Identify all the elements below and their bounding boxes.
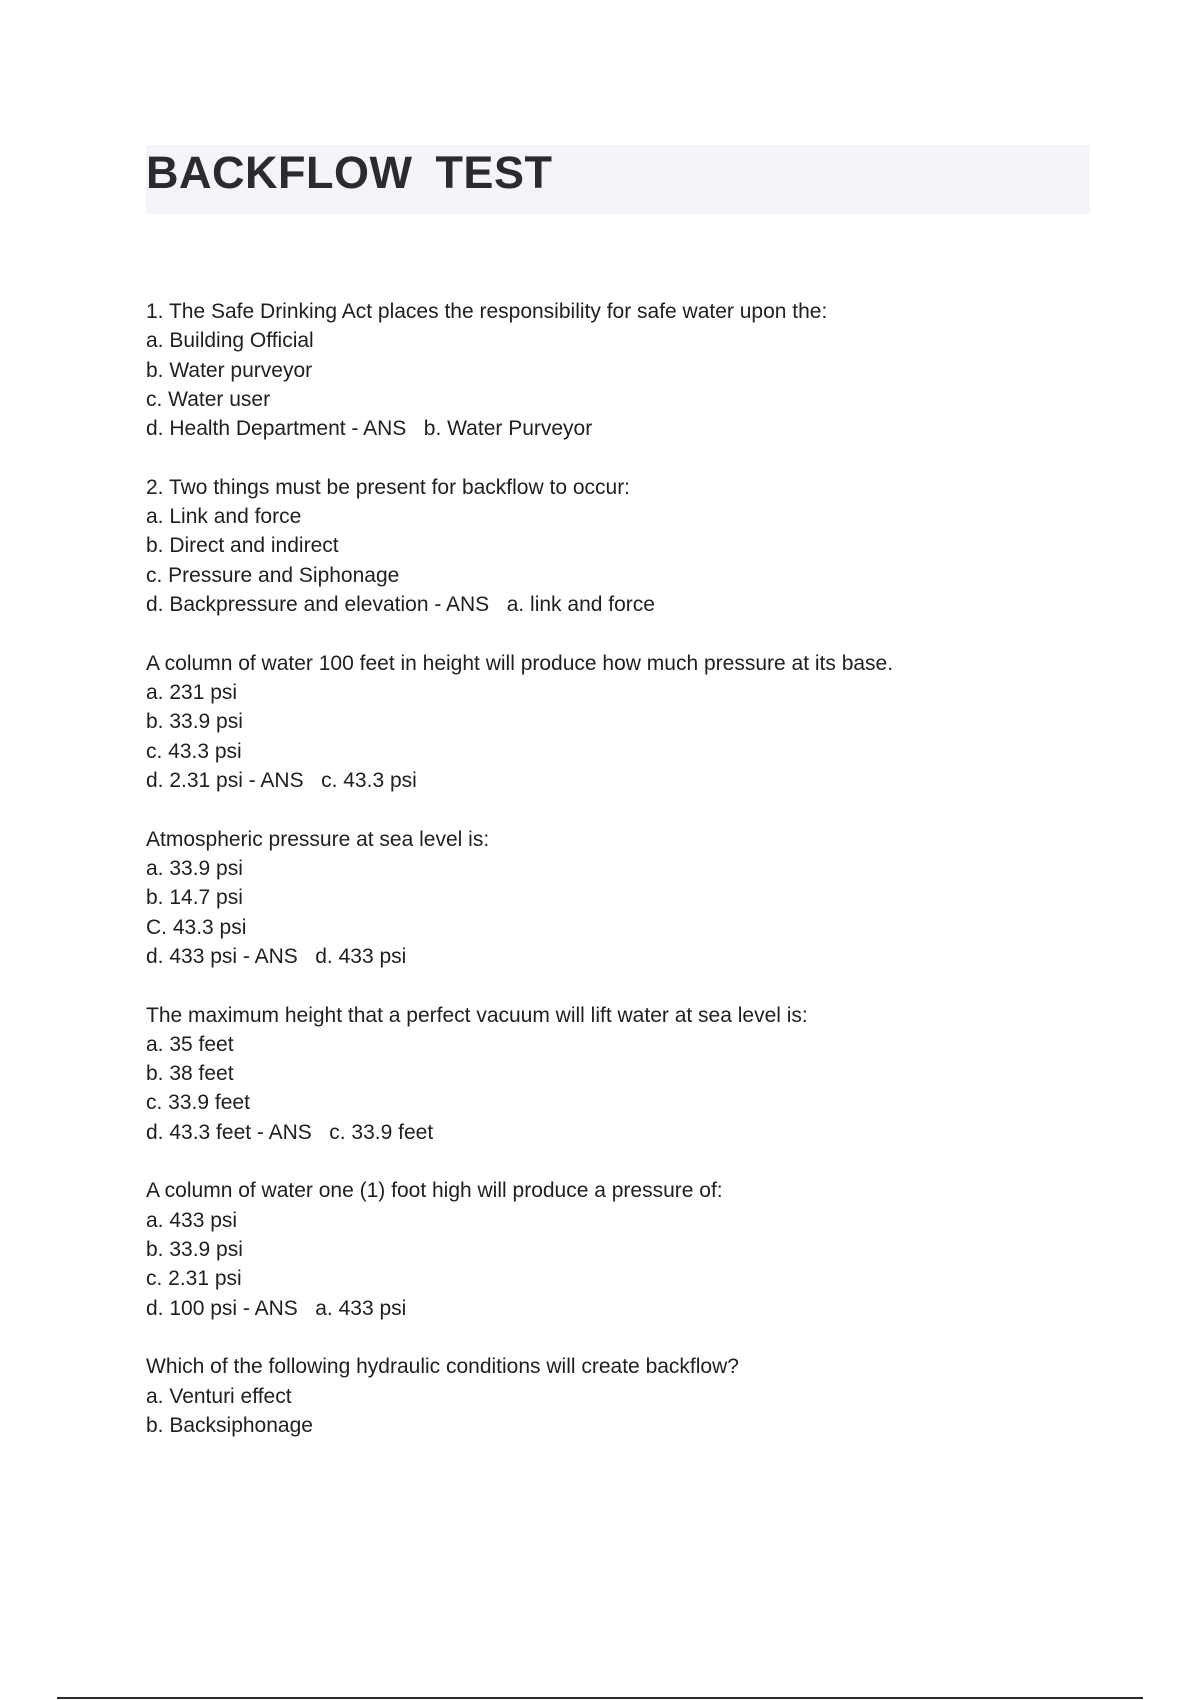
- answer-option-with-key: d. 100 psi - ANS a. 433 psi: [146, 1296, 407, 1320]
- question-block-2: [146, 473, 1106, 619]
- answer-option: b. 33.9 psi: [146, 1237, 243, 1261]
- question-block-3: [146, 649, 1106, 795]
- answer-option-with-key: d. 43.3 feet - ANS c. 33.9 feet: [146, 1120, 434, 1144]
- answer-option-with-key: d. 433 psi - ANS d. 433 psi: [146, 944, 407, 968]
- question-block-4: [146, 825, 1106, 971]
- question-prompt: The maximum height that a perfect vacuum will lift water at sea level is:: [146, 1003, 808, 1027]
- question-prompt: Atmospheric pressure at sea level is:: [146, 827, 490, 851]
- question-block-7: [146, 1352, 1106, 1440]
- footer-divider: [57, 1697, 1143, 1699]
- answer-option: b. Backsiphonage: [146, 1413, 313, 1437]
- answer-option: b. 14.7 psi: [146, 886, 243, 910]
- answer-option: c. Pressure and Siphonage: [146, 563, 400, 587]
- answer-option: b. 38 feet: [146, 1062, 234, 1086]
- page-title: BACKFLOW TEST: [146, 147, 553, 198]
- answer-option: a. 231 psi: [146, 681, 238, 705]
- question-prompt: A column of water 100 feet in height will produce how much pressure at its base.: [146, 651, 894, 675]
- question-prompt: A column of water one (1) foot high will produce a pressure of:: [146, 1179, 723, 1203]
- answer-option-with-key: d. Backpressure and elevation - ANS a. link and force: [146, 593, 655, 617]
- answer-option: b. 33.9 psi: [146, 710, 243, 734]
- answer-option: c. 43.3 psi: [146, 739, 242, 763]
- question-prompt: 2. Two things must be present for backflow to occur:: [146, 475, 631, 499]
- question-prompt: Which of the following hydraulic conditions will create backflow?: [146, 1355, 739, 1379]
- answer-option: c. 33.9 feet: [146, 1091, 250, 1115]
- question-block-6: [146, 1176, 1106, 1322]
- answer-option: b. Water purveyor: [146, 358, 313, 382]
- answer-option: C. 43.3 psi: [146, 915, 247, 939]
- answer-option: c. 2.31 psi: [146, 1267, 242, 1291]
- answer-option: a. 433 psi: [146, 1208, 238, 1232]
- answer-option: a. Link and force: [146, 505, 302, 529]
- answer-option: b. Direct and indirect: [146, 534, 339, 558]
- question-prompt: 1. The Safe Drinking Act places the responsibility for safe water upon the:: [146, 300, 828, 323]
- question-block-1: [146, 297, 1106, 443]
- answer-option: a. 33.9 psi: [146, 856, 243, 880]
- answer-option: c. Water user: [146, 387, 271, 411]
- answer-option-with-key: d. Health Department - ANS b. Water Purveyor: [146, 417, 593, 441]
- answer-option: a. Venturi effect: [146, 1384, 292, 1408]
- question-list: [146, 297, 1106, 1470]
- answer-option: a. 35 feet: [146, 1032, 234, 1056]
- answer-option: a. Building Official: [146, 329, 314, 353]
- answer-option-with-key: d. 2.31 psi - ANS c. 43.3 psi: [146, 768, 417, 792]
- question-block-5: [146, 1001, 1106, 1147]
